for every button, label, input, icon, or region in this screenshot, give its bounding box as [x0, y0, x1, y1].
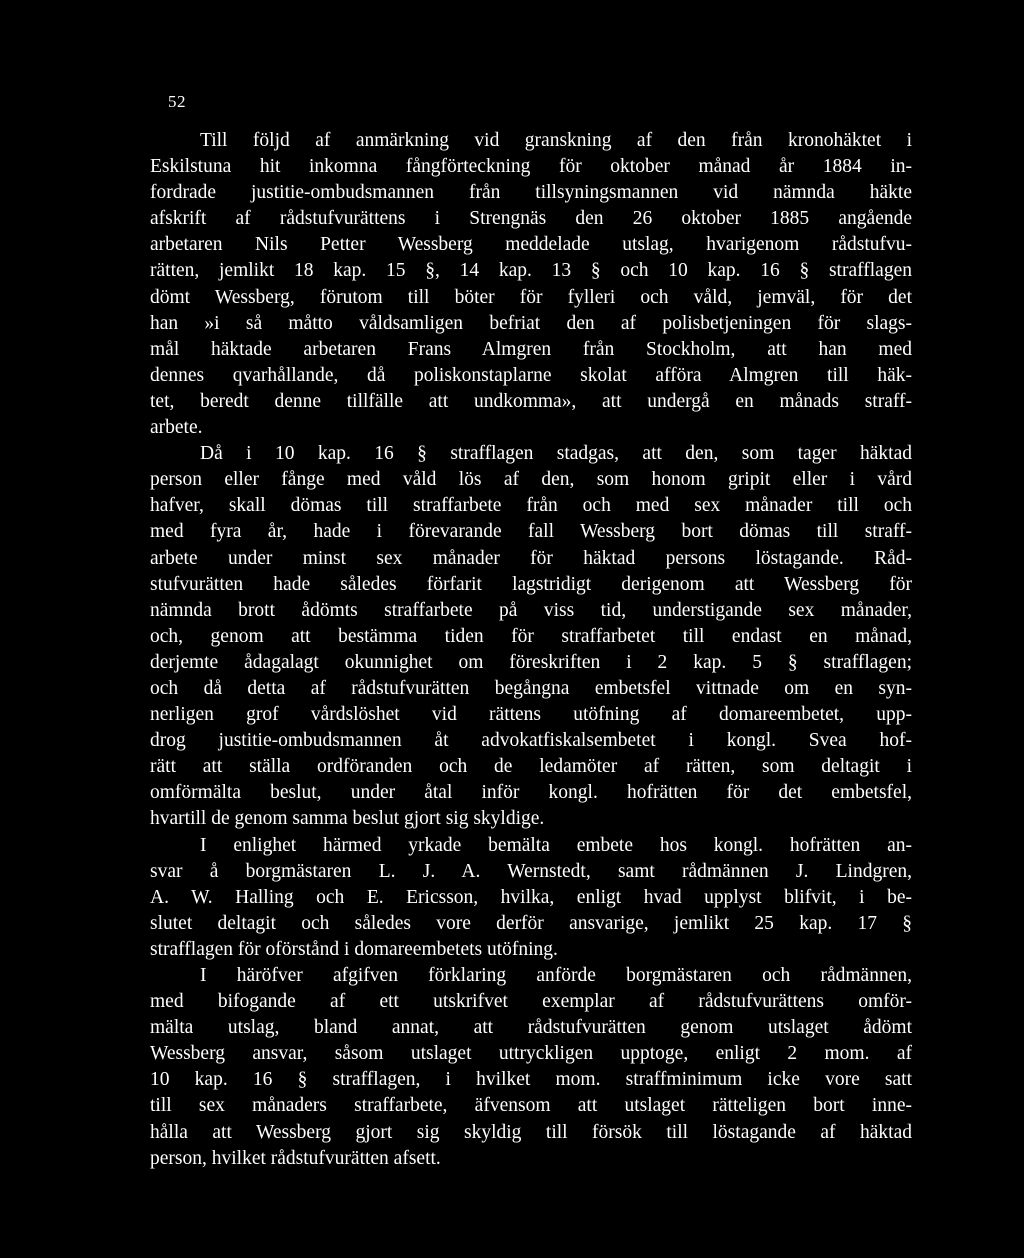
- text-line: arbetaren Nils Petter Wessberg meddelade utslag, hvarigenom rådstufvu-: [150, 234, 912, 256]
- text-line: hålla att Wessberg gjort sig skyldig till försök till löstagande af häktad: [150, 1121, 912, 1143]
- text-line: strafflagen för oförstånd i domareembetets utöfning.: [150, 938, 558, 960]
- text-line: tet, beredt denne tillfälle att undkomma», att undergå en månads straff-: [150, 390, 912, 412]
- text-line: I häröfver afgifven förklaring anförde borgmästaren och rådmännen,: [200, 965, 912, 986]
- text-line: nerligen grof vårdslöshet vid rättens utöfning af domareembetet, upp-: [150, 704, 912, 726]
- text-line: 10 kap. 16 § strafflagen, i hvilket mom. straffminimum icke vore satt: [150, 1069, 912, 1091]
- text-line: arbete.: [150, 417, 203, 439]
- text-line: omförmälta beslut, under åtal inför kongl. hofrätten för det embetsfel,: [150, 782, 912, 804]
- page-number: 52: [168, 92, 186, 111]
- text-line: hafver, skall dömas till straffarbete från och med sex månader till och: [150, 495, 912, 517]
- text-line: drog justitie-ombudsmannen åt advokatfiskalsembetet i kongl. Svea hof-: [150, 730, 912, 752]
- paragraph: [150, 441, 912, 832]
- paragraph: [150, 963, 912, 1172]
- text-line: mål häktade arbetaren Frans Almgren från Stockholm, att han med: [150, 338, 912, 360]
- text-line: nämnda brott ådömts straffarbete på viss tid, understigande sex månader,: [150, 599, 912, 621]
- text-line: A. W. Halling och E. Ericsson, hvilka, enligt hvad upplyst blifvit, i be-: [150, 886, 912, 908]
- text-line: med bifogande af ett utskrifvet exemplar af rådstufvurättens omför-: [150, 991, 912, 1013]
- text-line: I enlighet härmed yrkade bemälta embete hos kongl. hofrätten an-: [200, 834, 912, 856]
- text-line: afskrift af rådstufvurättens i Strengnäs den 26 oktober 1885 angående: [150, 208, 912, 230]
- text-line: fordrade justitie-ombudsmannen från tillsyningsmannen vid nämnda häkte: [150, 182, 912, 204]
- text-line: person eller fånge med våld lös af den, som honom gripit eller i vård: [150, 469, 912, 491]
- text-line: Till följd af anmärkning vid granskning af den från kronohäktet i: [200, 130, 912, 151]
- text-line: dennes qvarhållande, då poliskonstaplarne skolat afföra Almgren till häk-: [150, 364, 912, 386]
- text-line: slutet deltagit och således vore derför ansvarige, jemlikt 25 kap. 17 §: [150, 912, 912, 934]
- text-line: mälta utslag, bland annat, att rådstufvurätten genom utslaget ådömt: [150, 1017, 912, 1039]
- text-line: stufvurätten hade således förfarit lagstridigt derigenom att Wessberg för: [150, 573, 912, 595]
- text-line: han »i så måtto våldsamligen befriat den af polisbetjeningen för slags-: [150, 312, 912, 334]
- text-line: derjemte ådagalagt okunnighet om föreskriften i 2 kap. 5 § strafflagen;: [150, 651, 912, 673]
- text-line: rätt att ställa ordföranden och de ledamöter af rätten, som deltagit i: [150, 756, 912, 778]
- paragraph: [150, 128, 912, 441]
- text-line: och, genom att bestämma tiden för straffarbetet till endast en månad,: [150, 625, 912, 647]
- text-line: hvartill de genom samma beslut gjort sig skyldige.: [150, 808, 545, 830]
- text-line: till sex månaders straffarbete, äfvensom att utslaget rätteligen bort inne-: [150, 1095, 912, 1117]
- text-line: arbete under minst sex månader för häktad persons löstagande. Råd-: [150, 547, 912, 569]
- text-line: Då i 10 kap. 16 § strafflagen stadgas, att den, som tager häktad: [200, 443, 912, 465]
- text-line: rätten, jemlikt 18 kap. 15 §, 14 kap. 13 § och 10 kap. 16 § strafflagen: [150, 260, 912, 282]
- text-line: med fyra år, hade i förevarande fall Wessberg bort dömas till straff-: [150, 521, 912, 543]
- paragraph: [150, 833, 912, 963]
- text-line: Wessberg ansvar, såsom utslaget uttryckligen upptoge, enligt 2 mom. af: [150, 1043, 912, 1065]
- text-line: person, hvilket rådstufvurätten afsett.: [150, 1147, 441, 1169]
- text-line: svar å borgmästaren L. J. A. Wernstedt, samt rådmännen J. Lindgren,: [150, 860, 912, 882]
- body-text: [150, 128, 912, 1172]
- text-line: och då detta af rådstufvurätten begångna embetsfel vittnade om en syn-: [150, 677, 912, 699]
- text-line: dömt Wessberg, förutom till böter för fylleri och våld, jemväl, för det: [150, 286, 912, 308]
- text-line: Eskilstuna hit inkomna fångförteckning för oktober månad år 1884 in-: [150, 156, 912, 178]
